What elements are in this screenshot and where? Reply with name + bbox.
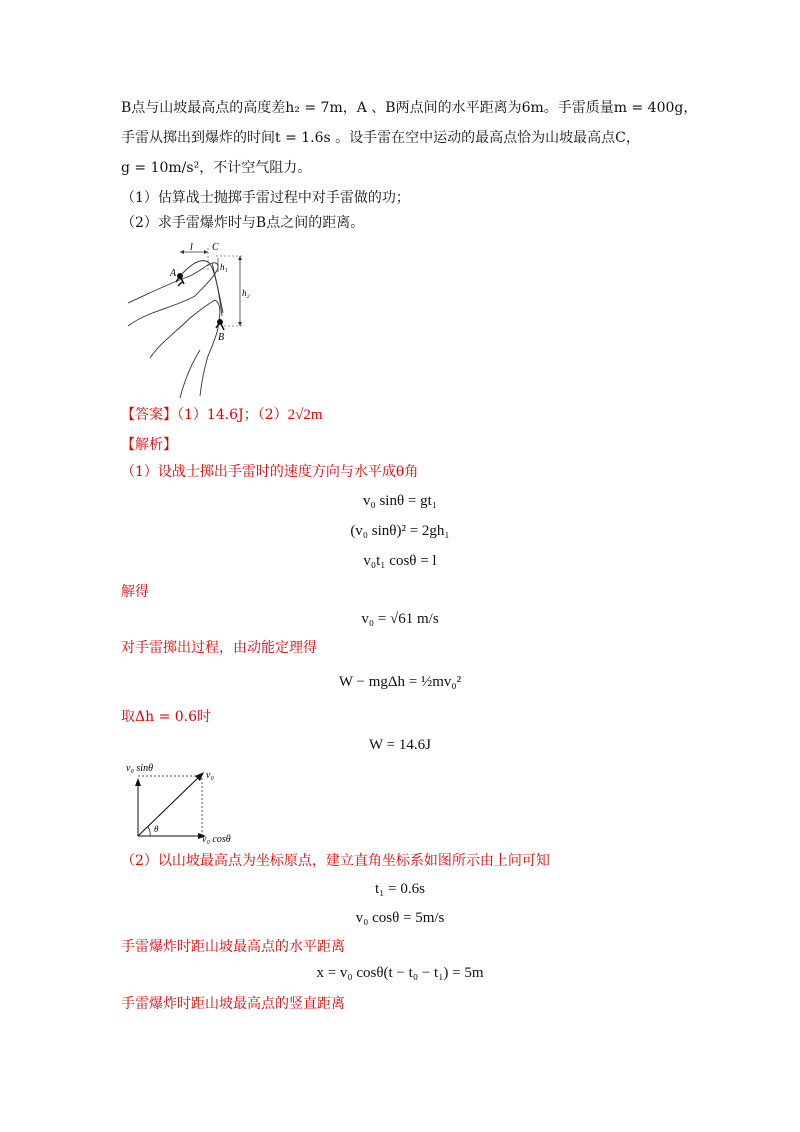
equation-3: v₀t₁ cosθ = l — [363, 553, 437, 569]
analysis-step-5: 手雷爆炸时距山坡最高点的水平距离 — [121, 939, 345, 955]
label-h2: h₂ — [242, 288, 250, 298]
equation-5: W − mgΔh = ½mv₀² — [338, 674, 462, 690]
label-v0-sin: v₀ sinθ — [126, 763, 153, 774]
answer-part-2: 2√2m — [287, 407, 323, 423]
equation-9: x = v₀ cosθ(t − t₀ − t₁) = 5m — [316, 965, 484, 981]
label-theta: θ — [154, 824, 159, 834]
equation-8: v₀ cosθ = 5m/s — [355, 910, 445, 926]
answer-line — [121, 405, 323, 425]
equation-2: (v₀ sinθ)² = 2gh₁ — [350, 523, 450, 539]
label-c: C — [212, 242, 219, 253]
equation-1: v₀ sinθ = gt₁ — [362, 493, 438, 509]
problem-line-1: B点与山坡最高点的高度差h₂ = 7m，A 、B两点间的水平距离为6m。手雷质量m = 400g， — [121, 100, 698, 116]
equation-6: W = 14.6J — [369, 737, 431, 753]
analysis-tag: 【解析】 — [121, 437, 177, 453]
label-h1: h₁ — [220, 262, 228, 272]
problem-line-3: g = 10m/s²，不计空气阻力。 — [121, 160, 312, 176]
analysis-step-6: 手雷爆炸时距山坡最高点的竖直距离 — [121, 996, 345, 1012]
label-b: B — [218, 332, 225, 343]
answer-tag: 【答案】 — [121, 407, 177, 423]
equation-4: v₀ = √61 m/s — [361, 611, 439, 627]
analysis-step-2: 对手雷掷出过程，由动能定理得 — [121, 640, 317, 656]
label-v0-cos: v₀ cosθ — [202, 834, 231, 845]
solve-label: 解得 — [121, 584, 149, 600]
slope-figure — [120, 238, 260, 398]
analysis-step-3: 取Δh = 0.6时 — [121, 709, 212, 725]
question-2: （2）求手雷爆炸时与B点之间的距离。 — [121, 215, 365, 231]
slope-lower-outline-2 — [180, 350, 200, 398]
equation-7: t₁ = 0.6s — [375, 881, 425, 897]
question-1: （1）估算战士抛掷手雷过程中对手雷做的功； — [121, 190, 410, 206]
label-l: l — [190, 242, 193, 253]
label-a: A — [170, 268, 177, 279]
answer-part-1: （1）14.6J；（2） — [177, 407, 288, 423]
analysis-step-4: （2）以山坡最高点为坐标原点，建立直角坐标系如图所示由上问可知 — [121, 853, 550, 869]
problem-line-2: 手雷从掷出到爆炸的时间t = 1.6s 。设手雷在空中运动的最高点恰为山坡最高点C， — [121, 130, 640, 146]
label-v0: v₀ — [206, 770, 214, 781]
velocity-decomposition-figure — [122, 760, 262, 846]
trajectory — [180, 261, 222, 316]
analysis-step-1: （1）设战士掷出手雷时的速度方向与水平成θ角 — [121, 464, 419, 480]
